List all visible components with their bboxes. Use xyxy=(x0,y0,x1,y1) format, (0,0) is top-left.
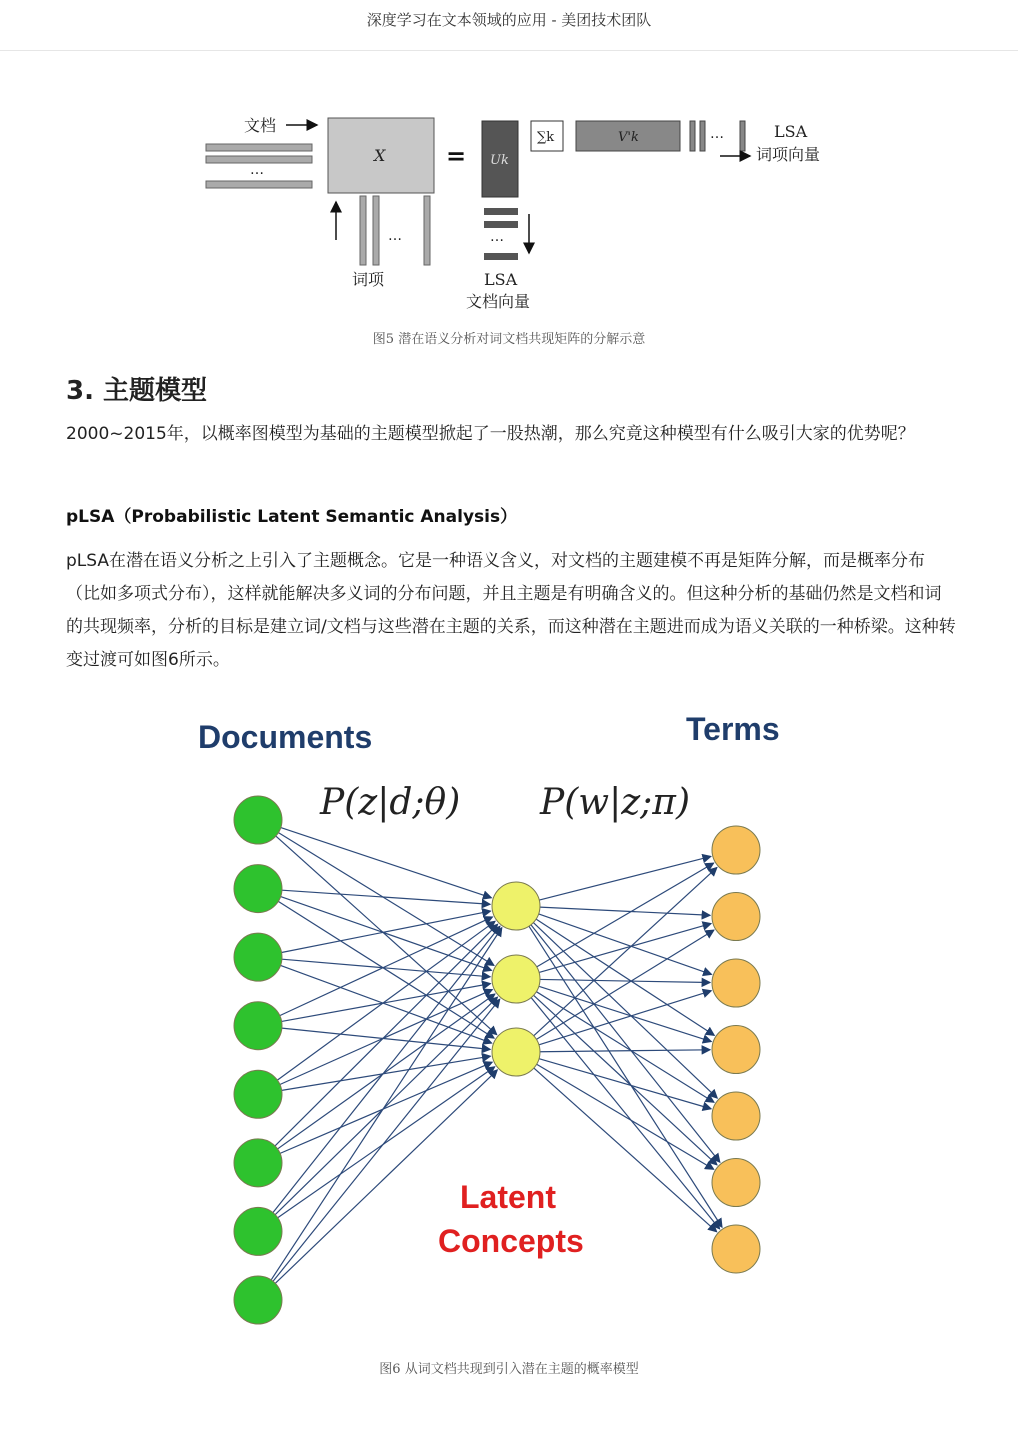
term-node xyxy=(712,1092,760,1140)
fig6-terms-heading: Terms xyxy=(686,711,780,747)
fig5-uk-label: Uk xyxy=(490,153,509,168)
concept-term-edge xyxy=(539,991,711,1045)
fig5-vk-bar xyxy=(740,121,745,151)
document-node xyxy=(234,1207,282,1255)
fig5-vk-ellipsis: … xyxy=(710,126,724,142)
document-node xyxy=(234,796,282,844)
fig6-formula-left: P(z|d;θ) xyxy=(320,782,461,823)
concept-term-edge xyxy=(536,930,713,1039)
fig5-vk-bar xyxy=(690,121,695,151)
plsa-body: pLSA在潜在语义分析之上引入了主题概念。它是一种语义含义，对文档的主题建模不再是矩阵分解，而是概率分布（比如多项式分布），这样就能解决多义词的分布问题，并且主题是有明确含义的。但这种分析的基础仍然是文档和词的共现频率，分析的目标是建立词/文档与这些潜在主题的关系，而这种潜在主题进而成为语义关联的一种桥梁。这种转变过渡可如图6所示。 xyxy=(66,551,956,670)
document-concept-edge xyxy=(281,897,492,971)
fig6-documents-heading: Documents xyxy=(198,719,373,755)
term-node xyxy=(712,893,760,941)
document-concept-edge xyxy=(282,890,490,904)
document-node xyxy=(234,1070,282,1118)
fig5-doc-bar xyxy=(206,181,312,188)
term-node xyxy=(712,959,760,1007)
concept-term-edge xyxy=(540,1050,710,1052)
fig5-uk-bar xyxy=(484,221,518,228)
concept-node xyxy=(492,882,540,930)
figure-6-caption: 图6 从词文档共现到引入潜在主题的概率模型 xyxy=(379,1362,639,1377)
fig5-term-bar xyxy=(424,196,430,265)
fig5-equals: = xyxy=(446,142,467,170)
concept-term-edge xyxy=(539,986,711,1041)
fig5-x-label: X xyxy=(374,146,386,165)
fig5-term-vector-label: 词项向量 xyxy=(756,145,821,164)
concept-term-edge xyxy=(531,998,719,1229)
document-concept-edge xyxy=(282,959,490,977)
fig5-uk-bar xyxy=(484,208,518,215)
fig5-terms-label: 词项 xyxy=(352,270,385,289)
concept-term-edge xyxy=(540,907,710,915)
document-node xyxy=(234,865,282,913)
fig5-term-bar xyxy=(360,196,366,265)
concept-term-edge xyxy=(534,995,717,1165)
page-header: 深度学习在文本领域的应用 - 美团技术团队 xyxy=(0,0,1018,51)
term-node xyxy=(712,826,760,874)
concept-node xyxy=(492,1028,540,1076)
document-concept-edge xyxy=(277,921,495,1080)
section-intro: 2000~2015年，以概率图模型为基础的主题模型掀起了一股热潮，那么究竟这种模型有什么吸引大家的优势呢？ xyxy=(66,424,915,444)
plsa-subtitle: pLSA（Probabilistic Latent Semantic Analysis） xyxy=(66,507,518,527)
fig5-lsa-bottom-label: LSA xyxy=(484,270,518,289)
fig5-uk-bar xyxy=(484,253,518,260)
fig6-concepts-label: Concepts xyxy=(438,1223,584,1259)
document-node xyxy=(234,933,282,981)
fig5-doc-bar xyxy=(206,144,312,151)
concept-node xyxy=(492,955,540,1003)
figure-6-plsa-diagram xyxy=(190,700,810,1340)
document-node xyxy=(234,1276,282,1324)
fig6-formula-right: P(w|z;π) xyxy=(540,782,691,823)
figure-5-caption: 图5 潜在语义分析对词文档共现矩阵的分解示意 xyxy=(372,332,646,347)
fig5-doc-ellipsis: … xyxy=(250,162,264,178)
term-node xyxy=(712,1026,760,1074)
fig5-term-ellipsis: … xyxy=(388,228,402,244)
fig5-documents-label: 文档 xyxy=(244,116,277,135)
document-concept-edge xyxy=(281,828,492,898)
fig5-vk-label: V'k xyxy=(618,130,639,145)
document-node xyxy=(234,1139,282,1187)
document-concept-edge xyxy=(275,924,498,1146)
concept-term-edge xyxy=(531,925,720,1162)
fig5-doc-vector-label: 文档向量 xyxy=(466,292,531,311)
fig5-term-bar xyxy=(373,196,379,265)
concept-term-edge xyxy=(534,1068,717,1232)
term-node xyxy=(712,1225,760,1273)
fig5-lsa-right-label: LSA xyxy=(774,122,808,141)
concept-term-edge xyxy=(539,856,711,900)
term-node xyxy=(712,1159,760,1207)
fig5-sigma-label: ∑k xyxy=(537,130,555,145)
figure-5-lsa-diagram xyxy=(200,108,840,318)
fig5-uk-ellipsis: … xyxy=(490,229,504,245)
section-title: 3. 主题模型 xyxy=(66,376,208,406)
fig5-vk-bar xyxy=(700,121,705,151)
document-node xyxy=(234,1002,282,1050)
document-concept-edge xyxy=(282,1056,491,1090)
fig6-latent-label: Latent xyxy=(460,1179,556,1215)
